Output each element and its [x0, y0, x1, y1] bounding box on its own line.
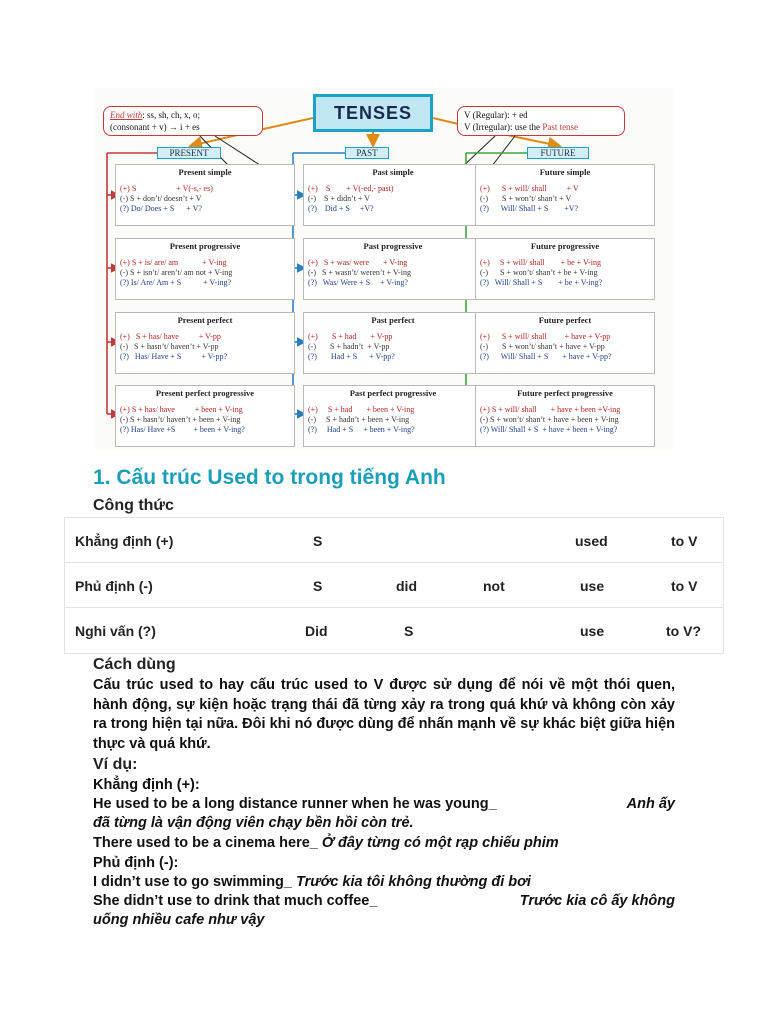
- column-header-present: PRESENT: [157, 147, 221, 159]
- tense-formula-row: (-) S + hasn’t/ haven’t + V-pp: [120, 342, 219, 351]
- tense-formula-row: (+) S + will/ shall + be + V-ing: [480, 258, 601, 267]
- formula-cell: S: [313, 578, 323, 594]
- formula-cell: use: [580, 578, 605, 594]
- formula-cell: to V: [671, 578, 698, 594]
- tense-cell-title: Present progressive: [169, 241, 241, 251]
- tense-cell-title: Future progressive: [530, 241, 600, 251]
- tense-formula-row: (-) S + won’t/ shan’t + V: [480, 194, 572, 203]
- tense-formula-row: (?) Will/ Shall + S +V?: [480, 204, 579, 213]
- tense-formula-row: (+) S + had + V-pp: [308, 332, 393, 341]
- tense-cell-title: Past simple: [372, 167, 414, 177]
- example-3: I didn’t use to go swimming_ Trước kia tôi không thường đi bơi: [93, 874, 531, 890]
- tense-cell-past-0: [303, 164, 483, 226]
- tense-cell-future-0: [475, 164, 655, 226]
- example-4-translation: uống nhiều cafe như vậy: [93, 912, 265, 928]
- tense-cell-title: Present perfect: [177, 315, 233, 325]
- note-ed-highlight: Past tense: [542, 122, 579, 132]
- tense-cell-present-1: [115, 238, 295, 300]
- formula-cell: S: [404, 623, 414, 639]
- tense-cell-future-2: [475, 312, 655, 374]
- tense-formula-row: (?) Has/ Have + S + V-pp?: [120, 352, 228, 361]
- tense-formula-row: (?) Will/ Shall + S + be + V-ing?: [480, 278, 603, 287]
- tense-formula-row: (?) Is/ Are/ Am + S + V-ing?: [120, 278, 232, 287]
- formula-cell: Nghi vấn (?): [75, 623, 156, 639]
- tense-cell-title: Past perfect: [371, 315, 415, 325]
- tense-cell-title: Past perfect progressive: [349, 388, 437, 398]
- tense-formula-row: (-) S + won’t/ shan’t + have + V-pp: [480, 342, 605, 351]
- example-1-translation: đã từng là vận động viên chạy bền hồi còn trẻ.: [93, 815, 414, 831]
- formula-row-negative: [65, 563, 723, 608]
- tenses-diagram: [95, 88, 673, 450]
- tense-formula-row: (+) S + V(-ed,- past): [308, 184, 394, 193]
- tense-formula-row: (-) S + won’t/ shan’t + have + been + V-ing: [480, 415, 619, 424]
- tense-formula-row: (+) S + is/ are/ am + V-ing: [120, 258, 227, 267]
- formula-cell: Khẳng định (+): [75, 533, 174, 549]
- tense-cell-present-3: [115, 385, 295, 447]
- label-negative: Phủ định (-):: [93, 855, 179, 871]
- tense-formula-row: (-) S + won’t/ shan’t + be + V-ing: [480, 268, 598, 277]
- example-4: She didn’t use to drink that much coffee_ Trước kia cô ấy không: [93, 893, 675, 909]
- tense-cell-future-3: [475, 385, 655, 447]
- formula-cell: to V?: [666, 623, 701, 639]
- tense-formula-row: (+) S + has/ have + been + V-ing: [120, 405, 243, 414]
- heading-usage: Cách dùng: [93, 656, 176, 673]
- tense-formula-row: (?) Was/ Were + S + V-ing?: [308, 278, 408, 287]
- tense-formula-row: (+) S + was/ were + V-ing: [308, 258, 408, 267]
- tense-formula-row: (?) Had + S + been + V-ing?: [308, 425, 415, 434]
- tense-formula-row: (-) S + hasn’t/ haven’t + been + V-ing: [120, 415, 241, 424]
- example-1: He used to be a long distance runner when he was young_ Anh ấy: [93, 796, 675, 812]
- note-ed-rule: V (Regular): + ed V (Irregular): use the Past tense: [457, 106, 625, 136]
- tense-formula-row: (-) S + hadn’t + been + V-ing: [308, 415, 410, 424]
- tense-formula-row: (?) Will/ Shall + S + have + V-pp?: [480, 352, 612, 361]
- tense-formula-row: (+) S + V(-s,- es): [120, 184, 213, 193]
- diagram-title: TENSES: [313, 94, 433, 132]
- column-header-future: FUTURE: [527, 147, 589, 159]
- tense-formula-row: (-) S + wasn’t/ weren’t + V-ing: [308, 268, 411, 277]
- note-es-highlight: End with: [110, 110, 143, 120]
- tense-formula-row: (?) Has/ Have +S + been + V-ing?: [120, 425, 245, 434]
- formula-cell: use: [580, 623, 605, 639]
- tense-formula-row: (+) S + will/ shall + have + been +V-ing: [480, 405, 621, 414]
- tense-formula-row: (+) S + has/ have + V-pp: [120, 332, 221, 341]
- tense-formula-row: (+) S + will/ shall + have + V-pp: [480, 332, 611, 341]
- formula-cell: not: [483, 578, 505, 594]
- tense-cell-future-1: [475, 238, 655, 300]
- formula-cell: did: [396, 578, 417, 594]
- heading-used-to: 1. Cấu trúc Used to trong tiếng Anh: [93, 466, 446, 489]
- usage-paragraph: Cấu trúc used to hay cấu trúc used to V được sử dụng để nói về một thói quen, hành động, sự kiện hoặc trạng thái đã từng xảy ra trong quá khứ và không còn xảy ra trong hiện tại nữa. Đôi khi nó được dùng để nhấn mạnh về sự khác biệt giữa hiện thực và quá khứ.: [93, 677, 675, 752]
- tense-formula-row: (-) S + don’t/ doesn’t + V: [120, 194, 202, 203]
- tense-cell-past-2: [303, 312, 483, 374]
- tense-cell-title: Present perfect progressive: [155, 388, 255, 398]
- tense-cell-present-2: [115, 312, 295, 374]
- tense-formula-row: (-) S + hadn’t + V-pp: [308, 342, 390, 351]
- formula-row-question: [65, 608, 723, 653]
- tense-cell-past-1: [303, 238, 483, 300]
- tense-cell-past-3: [303, 385, 483, 447]
- formula-cell: Did: [305, 623, 328, 639]
- formula-cell: to V: [671, 533, 698, 549]
- formula-cell: S: [313, 533, 323, 549]
- column-header-past: PAST: [345, 147, 389, 159]
- formula-table: [64, 517, 724, 654]
- example-2: There used to be a cinema here_ Ở đây từng có một rạp chiếu phim: [93, 835, 559, 851]
- label-positive: Khẳng định (+):: [93, 777, 200, 793]
- formula-cell: used: [575, 533, 608, 549]
- tense-formula-row: (?) Will/ Shall + S + have + been + V-ing?: [480, 425, 618, 434]
- heading-formula: Công thức: [93, 497, 174, 514]
- tense-formula-row: (?) Did + S +V?: [308, 204, 374, 213]
- tense-cell-title: Past progressive: [363, 241, 423, 251]
- note-es-rule: End with: ss, sh, ch, x, o; (consonant + v) → i + es: [103, 106, 263, 136]
- tense-formula-row: (?) Had + S + V-pp?: [308, 352, 395, 361]
- formula-cell: Phủ định (-): [75, 578, 153, 594]
- tense-cell-title: Future simple: [539, 167, 591, 177]
- tense-formula-row: (?) Do/ Does + S + V?: [120, 204, 202, 213]
- tense-cell-title: Future perfect progressive: [517, 388, 613, 398]
- formula-row-positive: [65, 518, 723, 563]
- tense-cell-title: Future perfect: [538, 315, 592, 325]
- tense-formula-row: (+) S + had + been + V-ing: [308, 405, 415, 414]
- tense-cell-present-0: [115, 164, 295, 226]
- tense-formula-row: (-) S + didn’t + V: [308, 194, 371, 203]
- tense-formula-row: (+) S + will/ shall + V: [480, 184, 579, 193]
- heading-example: Ví dụ:: [93, 756, 138, 773]
- tense-formula-row: (-) S + isn’t/ aren’t/ am not + V-ing: [120, 268, 233, 277]
- tense-cell-title: Present simple: [178, 167, 232, 177]
